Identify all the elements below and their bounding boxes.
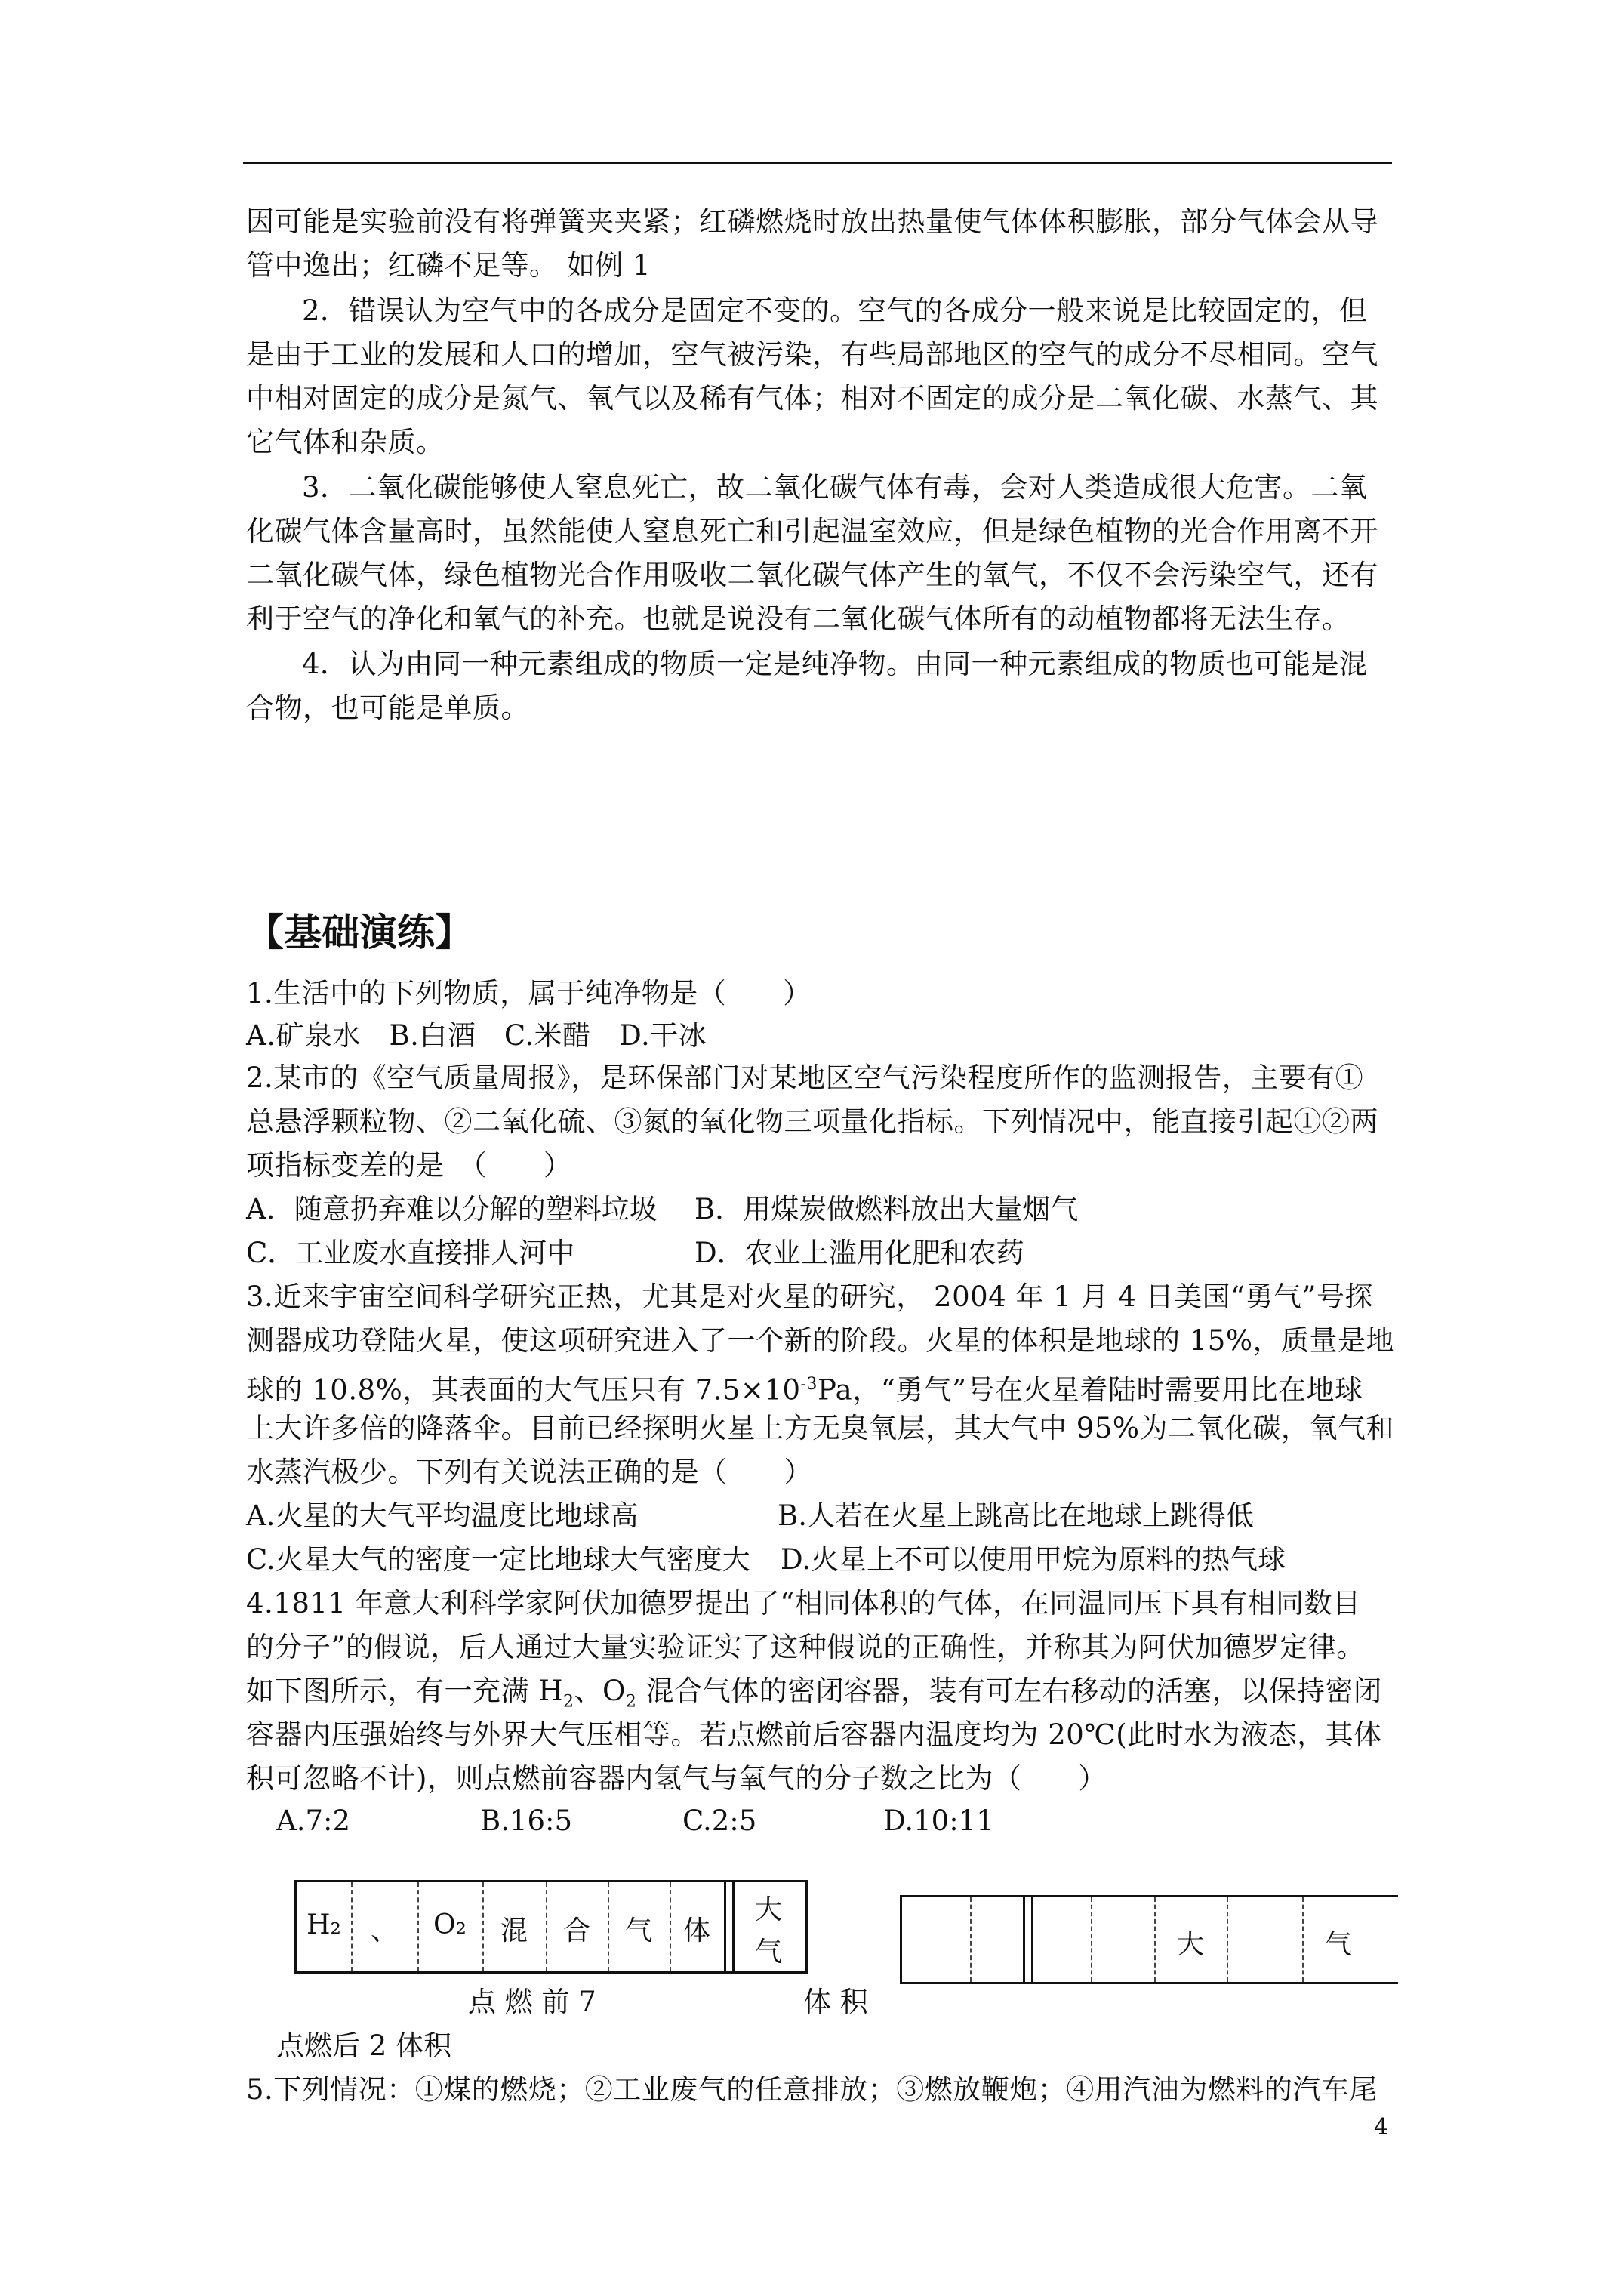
question-3-line: 上大许多倍的降落伞。目前已经探明火星上方无臭氧层，其大气中 95%为二氧化碳，氧气和	[246, 1412, 1394, 1444]
question-3-line: 球的 10.8%，其表面的大气压只有 $7.5\times 10^{-3}Pa$，“勇气”号在火星着陆时需要用比在地球	[246, 1373, 1363, 1407]
paragraph-line: 因可能是实验前没有将弹簧夹夹紧；红磷燃烧时放出热量使气体体积膨胀，部分气体会从导	[246, 205, 1378, 238]
cylinder-after	[900, 1895, 1398, 1984]
gas-cell-label: 、	[370, 1915, 398, 1946]
paragraph-line: 利于空气的净化和氧气的补充。也就是说没有二氧化碳气体所有的动植物都将无法生存。	[246, 603, 1350, 635]
gas-cell-label: 混	[500, 1915, 528, 1946]
question-4-line: 4.1811 年意大利科学家阿伏加德罗提出了“相同体积的气体，在同温同压下具有相同数目	[246, 1587, 1361, 1620]
question-5-line: 5.下列情况：①煤的燃烧；②工业废气的任意排放；③燃放鞭炮；④用汽油为燃料的汽车尾	[246, 2073, 1378, 2106]
question-3-line: 测器成功登陆火星，使这项研究进入了一个新的阶段。火星的体积是地球的 15%，质量是地	[246, 1324, 1394, 1357]
question-3-line: 水蒸汽极少。下列有关说法正确的是（ ）	[246, 1456, 812, 1488]
question-3-option-b: B.人若在火星上跳高比在地球上跳得低	[778, 1499, 1254, 1532]
question-1-stem: 1.生活中的下列物质，属于纯净物是（ ）	[246, 977, 812, 1009]
question-2-option-c: C．工业废水直接排人河中	[246, 1237, 575, 1269]
paragraph-line: 它气体和杂质。	[246, 426, 445, 458]
question-4-line: 容器内压强始终与外界大气压相等。若点燃前后容器内温度均为 20℃(此时水为液态，其体	[246, 1718, 1382, 1751]
paragraph-line: 4．认为由同一种元素组成的物质一定是纯净物。由同一种元素组成的物质也可能是混	[302, 648, 1368, 680]
section-heading: 【基础演练】	[246, 911, 473, 954]
paragraph-line: 管中逸出；红磷不足等。 如例 1	[246, 249, 651, 282]
question-4-line: 的分子”的假说，后人通过大量实验证实了这种假说的正确性，并称其为阿伏加德罗定律。	[246, 1631, 1365, 1663]
header-rule	[243, 162, 1392, 164]
gas-cell-label: H₂	[306, 1909, 341, 1940]
paragraph-line: 中相对固定的成分是氮气、氧气以及稀有气体；相对不固定的成分是二氧化碳、水蒸气、其	[246, 382, 1378, 415]
divider-line	[1091, 1897, 1092, 1982]
paragraph-line: 合物，也可能是单质。	[246, 692, 529, 724]
diagram-caption: 点燃后 2 体积	[276, 2029, 452, 2062]
question-4-line: 如下图所示，有一充满 $H_2$、$O_2$ 混合气体的密闭容器，装有可左右移动的活塞，以保持密闭	[246, 1675, 1382, 1712]
question-3-option-a: A.火星的大气平均温度比地球高	[246, 1499, 639, 1532]
diagram-caption: 点 燃 前 7	[468, 1986, 596, 2018]
question-4-option-b: B.16:5	[480, 1804, 573, 1837]
cylinder-before	[294, 1880, 808, 1974]
diagram-caption: 体 积	[803, 1986, 868, 2018]
paragraph-line: 是由于工业的发展和人口的增加，空气被污染，有些局部地区的空气的成分不尽相同。空气	[246, 338, 1378, 371]
air-label: 大	[754, 1894, 782, 1925]
piston	[724, 1882, 735, 1971]
air-label: 大	[1176, 1929, 1204, 1960]
question-2-option-a: A．随意扔弃难以分解的塑料垃圾	[246, 1193, 658, 1225]
question-2-line: 总悬浮颗粒物、②二氧化硫、③氮的氧化物三项量化指标。下列情况中，能直接引起①②两	[246, 1105, 1378, 1138]
question-4-option-a: A.7:2	[276, 1804, 351, 1837]
gas-cell-label: 气	[624, 1915, 652, 1946]
page-number: 4	[1374, 2114, 1389, 2140]
question-1-options: A.矿泉水 B.白酒 C.米醋 D.干冰	[246, 1019, 707, 1052]
divider-line	[1227, 1897, 1228, 1982]
question-3-line: 3.近来宇宙空间科学研究正热，尤其是对火星的研究， 2004 年 1 月 4 日美国“勇气”号探	[246, 1281, 1373, 1313]
question-4-line: 积可忽略不计)，则点燃前容器内氢气与氧气的分子数之比为（ ）	[246, 1762, 1107, 1795]
question-4-option-c: C.2:5	[682, 1804, 757, 1837]
question-2-line: 2.某市的《空气质量周报》，是环保部门对某地区空气污染程度所作的监测报告，主要有①	[246, 1062, 1364, 1094]
gas-cell-label: 合	[562, 1915, 590, 1946]
paragraph-line: 二氧化碳气体，绿色植物光合作用吸收二氧化碳气体产生的氧气，不仅不会污染空气，还有	[246, 559, 1378, 591]
question-3-option-c: C.火星大气的密度一定比地球大气密度大	[246, 1543, 750, 1576]
paragraph-line: 2．错误认为空气中的各成分是固定不变的。空气的各成分一般来说是比较固定的，但	[302, 294, 1368, 327]
paragraph-line: 3．二氧化碳能够使人窒息死亡，故二氧化碳气体有毒，会对人类造成很大危害。二氧	[302, 471, 1368, 504]
paragraph-line: 化碳气体含量高时，虽然能使人窒息死亡和引起温室效应，但是绿色植物的光合作用离不开	[246, 515, 1378, 547]
divider-line	[970, 1897, 972, 1982]
question-2-line: 项指标变差的是 （ ）	[246, 1149, 572, 1182]
question-2-option-d: D．农业上滥用化肥和农药	[694, 1237, 1024, 1269]
gas-cell-label: 体	[682, 1915, 710, 1946]
question-4-option-d: D.10:11	[883, 1804, 994, 1837]
air-label: 气	[1324, 1929, 1352, 1960]
question-2-option-b: B．用煤炭做燃料放出大量烟气	[694, 1193, 1079, 1225]
piston	[1023, 1897, 1033, 1982]
air-label: 气	[754, 1937, 782, 1968]
question-3-option-d: D.火星上不可以使用甲烷为原料的热气球	[781, 1543, 1286, 1576]
gas-cell-label: O₂	[433, 1909, 467, 1940]
